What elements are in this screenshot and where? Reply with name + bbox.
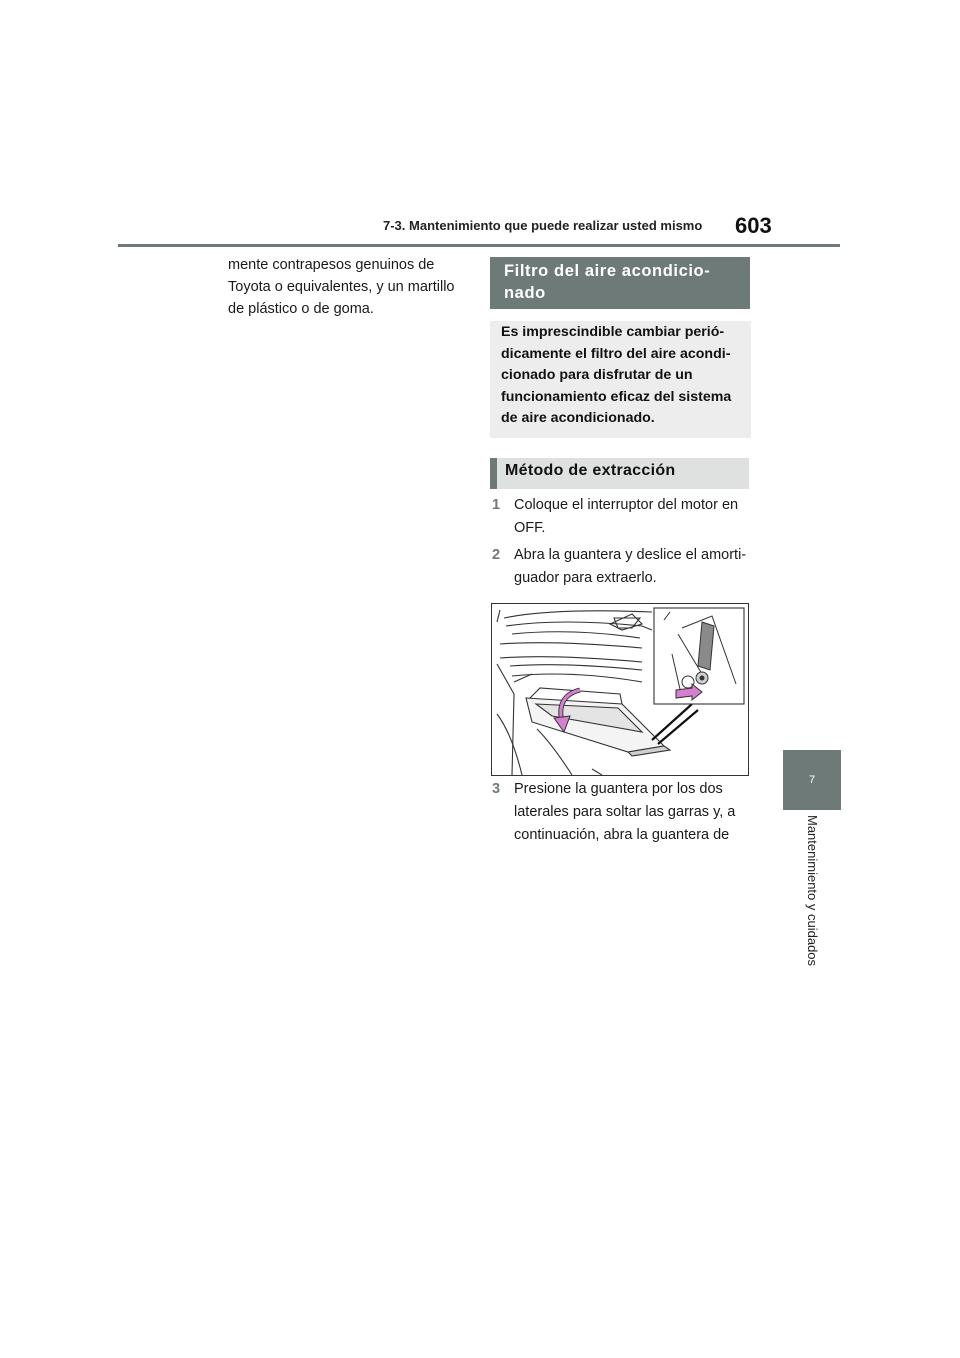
chapter-title: Mantenimiento y cuidados xyxy=(805,815,820,967)
section-banner xyxy=(490,257,750,309)
step-number: 3 xyxy=(492,781,501,797)
left-column-paragraph: mente contrapesos genuinos de Toyota o equivalentes, y un martillo de plástico o de goma. xyxy=(228,257,455,317)
intro-box xyxy=(490,321,751,438)
subsection-title: Método de extracción xyxy=(505,462,676,479)
step-number: 1 xyxy=(492,497,501,513)
page-number: 603 xyxy=(735,213,772,238)
step-number: 2 xyxy=(492,547,501,563)
header-divider xyxy=(118,244,840,247)
subsection-heading xyxy=(490,458,749,489)
step-text: Abra la guantera y deslice el amorti-guador para extraerlo. xyxy=(514,547,747,586)
section-title: Filtro del aire acondicio-nado xyxy=(504,262,711,302)
header-section-title: 7-3. Mantenimiento que puede realizar usted mismo xyxy=(383,218,703,233)
step-text: Presione la guantera por los dos laterales para soltar las garras y, a continuación, abra la guantera de xyxy=(514,781,736,843)
intro-text: Es imprescindible cambiar perió-dicamente el filtro del aire acondi-cionado para disfrutar de un funcionamiento eficaz del sistema de aire acondicionado. xyxy=(501,324,732,427)
glovebox-drawing xyxy=(492,604,748,775)
glovebox-illustration xyxy=(491,603,749,776)
chapter-tab: 7 xyxy=(783,750,841,810)
step-text: Coloque el interruptor del motor en OFF. xyxy=(514,497,739,536)
